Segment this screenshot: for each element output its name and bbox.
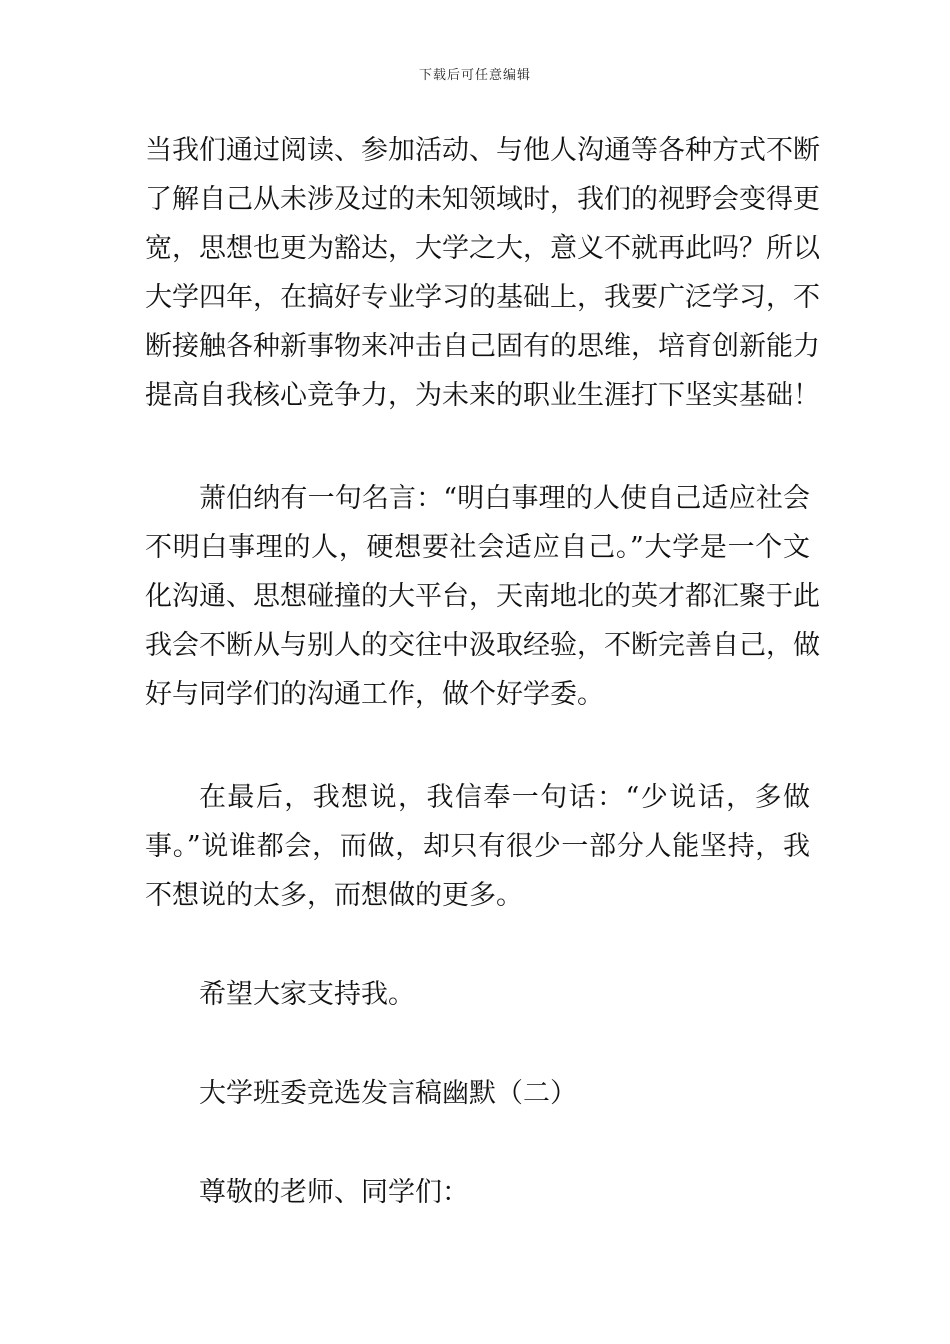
text-line: 大学四年，在搞好专业学习的基础上，我要广泛学习，不 <box>145 282 820 313</box>
text-line: 在最后，我想说，我信奉一句话：“少说话，多做 <box>199 782 810 813</box>
paragraph-2 <box>145 474 820 719</box>
text-line: 我会不断从与别人的交往中汲取经验，不断完善自己，做 <box>145 630 820 661</box>
paragraph-3 <box>145 773 810 920</box>
text-line: 萧伯纳有一句名言：“明白事理的人使自己适应社会 <box>199 483 810 514</box>
text-line: 不明白事理的人，硬想要社会适应自己。”大学是一个文 <box>145 532 810 563</box>
section-title <box>145 1069 810 1118</box>
text-line: 事。”说谁都会，而做，却只有很少一部分人能坚持，我 <box>145 831 810 862</box>
text-line: 了解自己从未涉及过的未知领域时，我们的视野会变得更 <box>145 184 820 215</box>
text-line: 大学班委竞选发言稿幽默（二） <box>199 1078 577 1109</box>
text-line: 断接触各种新事物来冲击自己固有的思维，培育创新能力 <box>145 331 820 362</box>
text-line: 提高自我核心竞争力，为未来的职业生涯打下坚实基础！ <box>145 380 820 411</box>
text-line: 不想说的太多，而想做的更多。 <box>145 880 523 911</box>
text-line: 尊敬的老师、同学们： <box>199 1177 469 1208</box>
document-body <box>145 126 820 1217</box>
text-line: 宽，思想也更为豁达，大学之大，意义不就再此吗？所以 <box>145 233 820 264</box>
text-line: 化沟通、思想碰撞的大平台，天南地北的英才都汇聚于此 <box>145 581 820 612</box>
paragraph-4 <box>145 970 810 1019</box>
paragraph-1 <box>145 126 820 420</box>
text-line: 当我们通过阅读、参加活动、与他人沟通等各种方式不断 <box>145 135 820 166</box>
text-line: 希望大家支持我。 <box>199 979 415 1010</box>
text-line: 好与同学们的沟通工作，做个好学委。 <box>145 679 604 710</box>
salutation <box>145 1168 810 1217</box>
page-header: 下载后可任意编辑 <box>418 68 531 83</box>
